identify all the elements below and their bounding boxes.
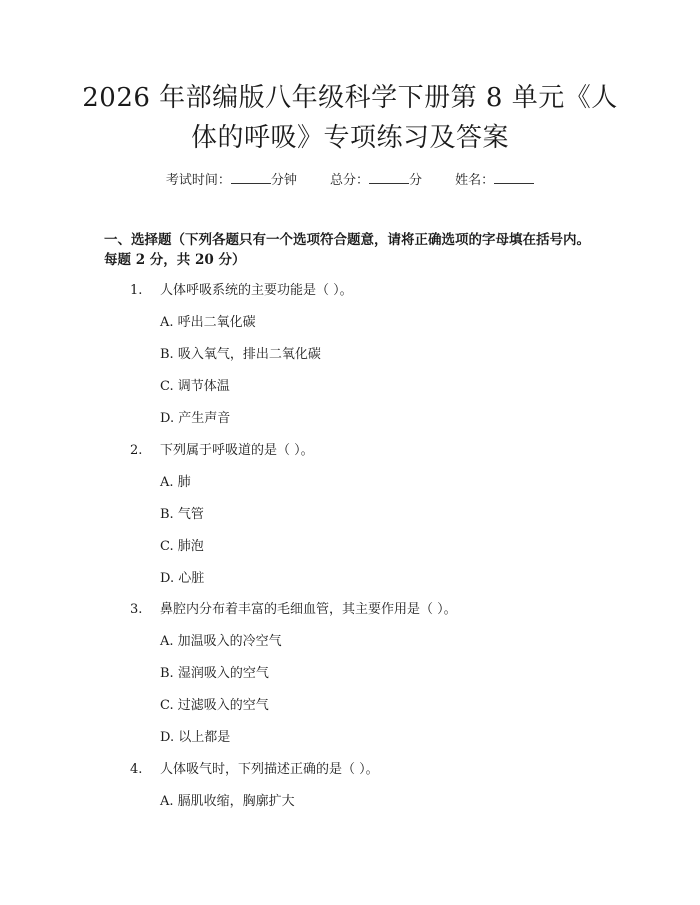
option-3c[interactable]: C. 过滤吸入的空气 [160,698,269,713]
question-text: 人体呼吸系统的主要功能是（ ）。 [160,283,353,298]
score-label: 总分： [329,173,369,188]
option-2c[interactable]: C. 肺泡 [160,539,204,554]
time-label: 考试时间： [165,173,231,188]
question-text: 人体吸气时，下列描述正确的是（ ）。 [160,762,379,777]
option-1a[interactable]: A. 呼出二氧化碳 [160,315,256,330]
score-blank[interactable] [369,170,409,184]
option-3a[interactable]: A. 加温吸入的冷空气 [160,634,282,649]
document-title: 2026 年部编版八年级科学下册第 8 单元《人体的呼吸》专项练习及答案 [82,83,618,153]
question-text: 下列属于呼吸道的是（ ）。 [160,443,314,458]
option-3d[interactable]: D. 以上都是 [160,730,231,745]
score-unit: 分 [409,173,423,188]
section-heading: 一、选择题（下列各题只有一个选项符合题意，请将正确选项的字母填在括号内。每题 2 分，共 20 分） [104,232,590,268]
option-4a[interactable]: A. 膈肌收缩，胸廓扩大 [160,794,295,809]
time-unit: 分钟 [270,173,297,188]
name-label: 姓名： [455,173,495,188]
option-2d[interactable]: D. 心脏 [160,571,205,586]
question-text: 鼻腔内分布着丰富的毛细血管，其主要作用是（ ）。 [160,602,457,617]
option-1b[interactable]: B. 吸入氧气，排出二氧化碳 [160,347,321,362]
question-number: 2. [130,443,143,458]
option-3b[interactable]: B. 湿润吸入的空气 [160,666,269,681]
question-number: 1. [130,283,143,298]
option-1c[interactable]: C. 调节体温 [160,379,230,394]
time-blank[interactable] [231,170,271,184]
name-blank[interactable] [494,170,534,184]
question-number: 3. [130,602,143,617]
option-2b[interactable]: B. 气管 [160,507,204,522]
option-1d[interactable]: D. 产生声音 [160,411,231,426]
exam-info-line [0,170,700,190]
question-number: 4. [130,762,143,777]
option-2a[interactable]: A. 肺 [160,475,191,490]
